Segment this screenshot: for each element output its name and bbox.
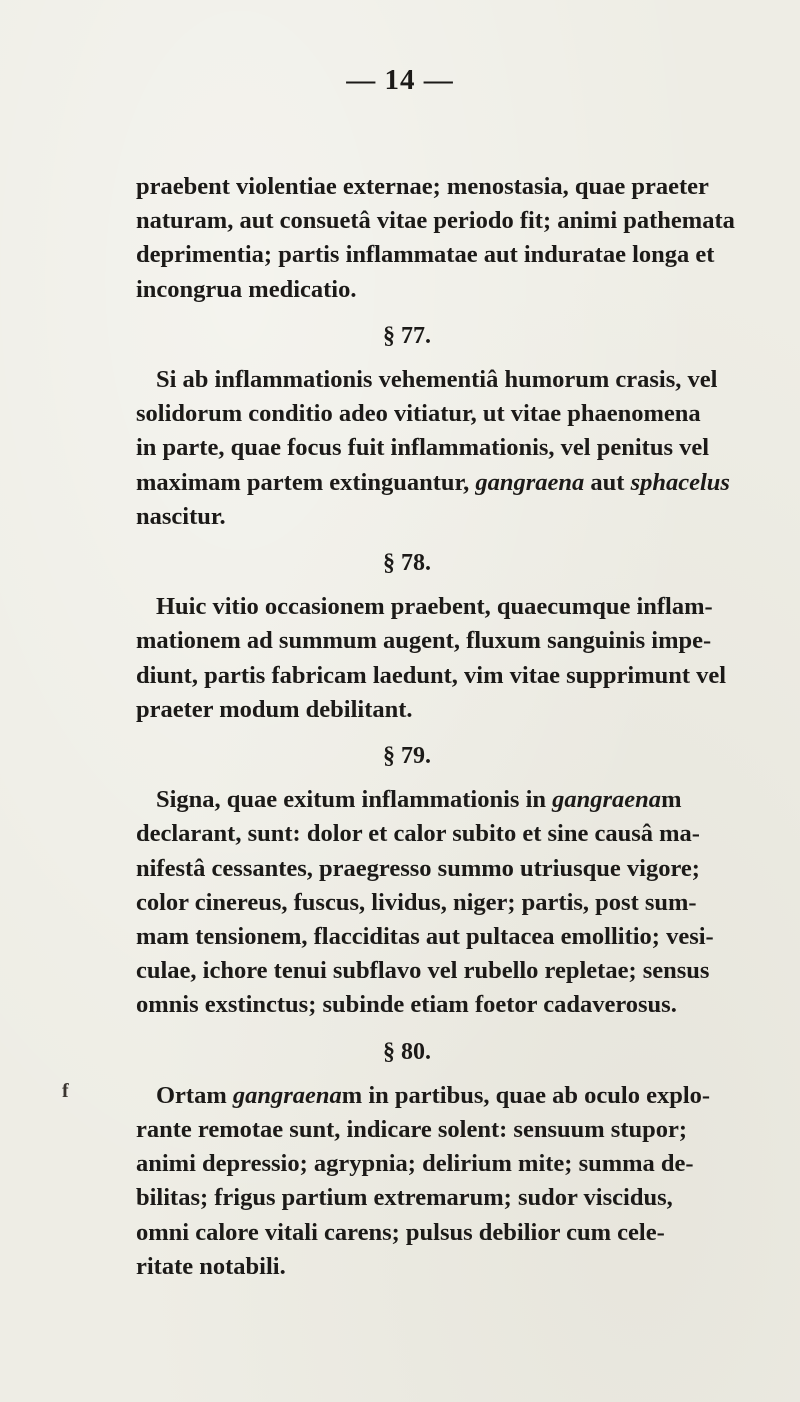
paragraph [136, 783, 714, 1022]
page-number: — 14 — [346, 64, 454, 96]
text-line: Ortam gangraenam in partibus, quae ab oculo explo- [156, 1081, 711, 1109]
text-line: in parte, quae focus fuit inflammationis, vel penitus vel [136, 434, 710, 462]
text-line: culae, ichore tenui subflavo vel rubello repletae; sensus [136, 957, 710, 985]
section-heading: § 78. [383, 550, 431, 577]
paragraph [136, 363, 730, 534]
margin-mark: f [62, 1080, 69, 1102]
text-line: Huic vitio occasionem praebent, quaecumque inflam- [156, 593, 713, 621]
text-line: declarant, sunt: dolor et calor subito et sine causâ ma- [136, 820, 700, 848]
text-line: rante remotae sunt, indicare solent: sensuum stupor; [136, 1116, 688, 1144]
text-line: omni calore vitali carens; pulsus debilior cum cele- [136, 1218, 665, 1246]
text-line: nifestâ cessantes, praegresso summo utriusque vigore; [136, 854, 700, 882]
text-line: ritate notabili. [136, 1252, 286, 1280]
section-heading: § 77. [383, 322, 431, 349]
text-line: Si ab inflammationis vehementiâ humorum crasis, vel [156, 366, 718, 394]
text-line: incongrua medicatio. [136, 275, 357, 303]
text-line: praeter modum debilitant. [136, 695, 413, 723]
section-heading: § 80. [383, 1038, 431, 1065]
text-line: animi depressio; agrypnia; delirium mite; summa de- [136, 1150, 694, 1178]
text-line: naturam, aut consuetâ vitae periodo fit; animi pathemata [136, 207, 735, 235]
text-line: mationem ad summum augent, fluxum sanguinis impe- [136, 627, 712, 655]
text-line: deprimentia; partis inflammatae aut induratae longa et [136, 241, 715, 269]
text-line: omnis exstinctus; subinde etiam foetor cadaverosus. [136, 991, 677, 1019]
text-line: praebent violentiae externae; menostasia, quae praeter [136, 173, 709, 200]
text-line: color cinereus, fuscus, lividus, niger; partis, post sum- [136, 888, 697, 916]
text-line: mam tensionem, flacciditas aut pultacea emollitio; vesi- [136, 923, 714, 951]
text-line: Signa, quae exitum inflammationis in gangraenam [156, 786, 682, 814]
paragraph [136, 1079, 711, 1284]
text-line: bilitas; frigus partium extremarum; sudor viscidus, [136, 1184, 673, 1212]
text-line: maximam partem extinguantur, gangraena aut sphacelus [136, 468, 730, 496]
paragraph [136, 590, 727, 727]
text-body [136, 170, 735, 1284]
text-line: diunt, partis fabricam laedunt, vim vitae supprimunt vel [136, 661, 727, 689]
paragraph [136, 170, 735, 307]
text-line: nascitur. [136, 502, 226, 530]
section-heading: § 79. [383, 743, 431, 770]
text-line: solidorum conditio adeo vitiatur, ut vitae phaenomena [136, 400, 701, 428]
